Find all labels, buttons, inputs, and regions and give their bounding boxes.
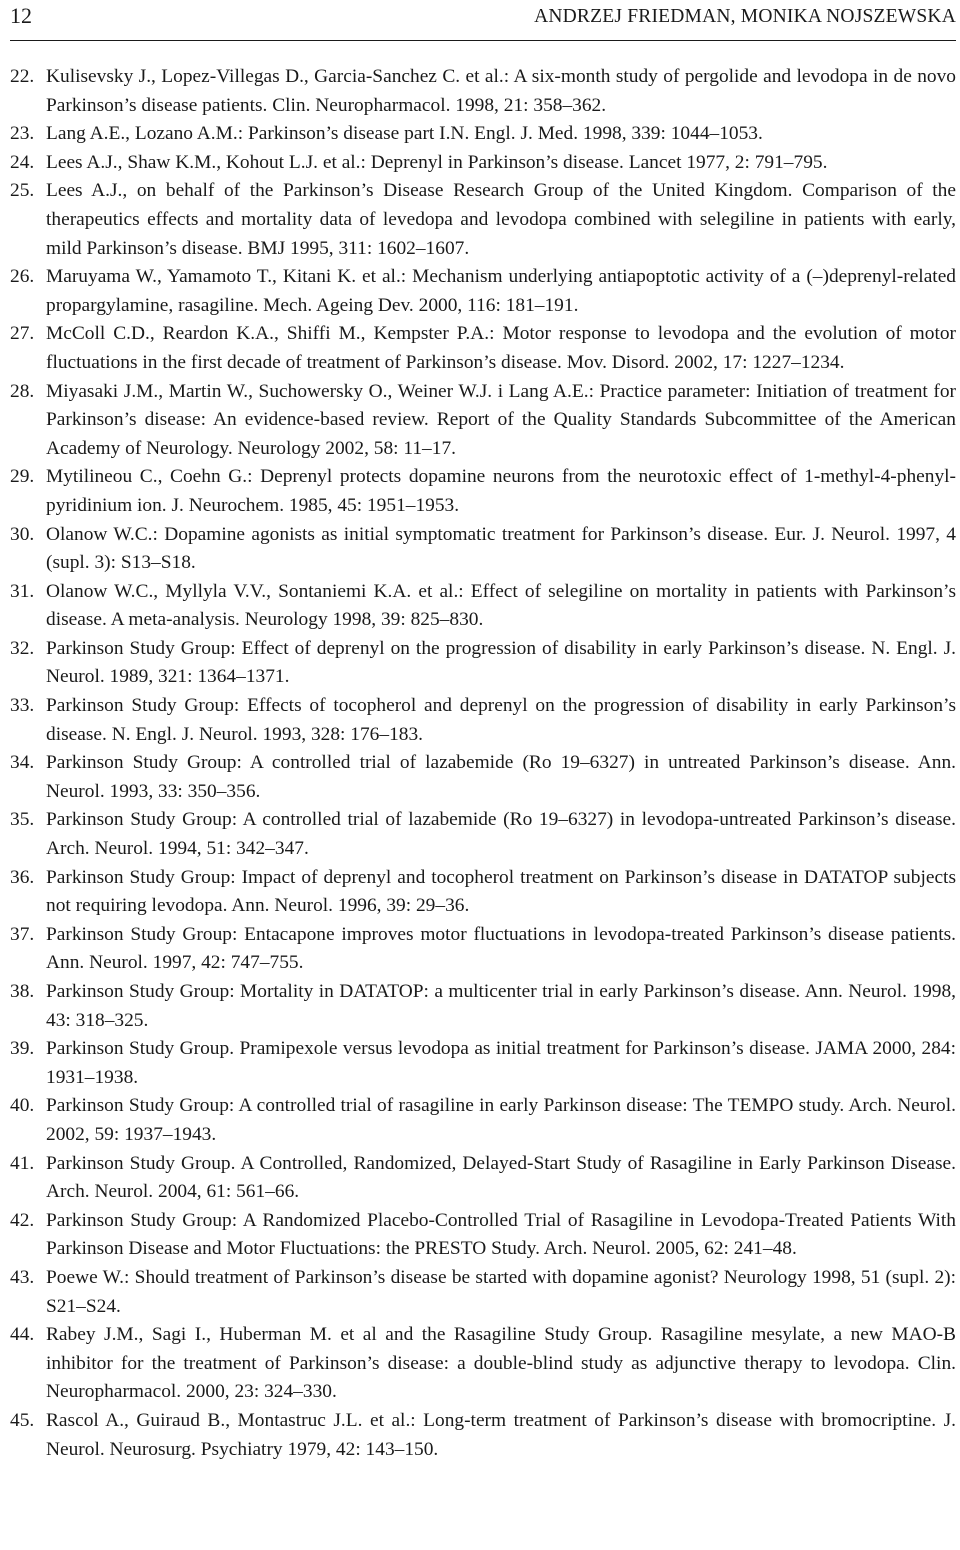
reference-number: 32. bbox=[10, 637, 35, 659]
reference-number: 31. bbox=[10, 580, 35, 602]
reference-item bbox=[10, 749, 956, 806]
reference-number: 34. bbox=[10, 752, 35, 774]
reference-text: Poewe W.: Should treatment of Parkinson’s disease be started with dopamine agonist? Neurology 1998, 51 (supl. 2): S21–S24. bbox=[46, 1266, 956, 1317]
reference-text: Parkinson Study Group: Impact of deprenyl and tocopherol treatment on Parkinson’s disease in DATATOP subjects not requiring levodopa. Ann. Neurol. 1996, 39: 29–36. bbox=[46, 866, 956, 917]
reference-number: 29. bbox=[10, 466, 35, 488]
reference-text: Parkinson Study Group: A controlled trial of lazabemide (Ro 19–6327) in levodopa-untreated Parkinson’s disease. Arch. Neurol. 1994, 51: 342–347. bbox=[46, 809, 956, 860]
reference-number: 45. bbox=[10, 1409, 35, 1431]
reference-text: Olanow W.C.: Dopamine agonists as initial symptomatic treatment for Parkinson’s disease. Eur. J. Neurol. 1997, 4 (supl. 3): S13–S18. bbox=[46, 523, 956, 574]
reference-item bbox=[10, 1264, 956, 1321]
reference-text: Parkinson Study Group: Entacapone improves motor fluctuations in levodopa-treated Parkinson’s disease patients. Ann. Neurol. 1997, 42: 747–755. bbox=[46, 923, 956, 974]
reference-item bbox=[10, 120, 956, 149]
reference-item bbox=[10, 1407, 956, 1464]
reference-text: Parkinson Study Group. A Controlled, Randomized, Delayed-Start Study of Rasagiline in Early Parkinson Disease. Arch. Neurol. 2004, 61: 561–66. bbox=[46, 1152, 956, 1203]
reference-number: 23. bbox=[10, 123, 35, 145]
reference-item bbox=[10, 1035, 956, 1092]
reference-item bbox=[10, 1321, 956, 1407]
reference-text: Rabey J.M., Sagi I., Huberman M. et al and the Rasagiline Study Group. Rasagiline mesylate, a new MAO-B inhibitor for the treatment of Parkinson’s disease: a double-blind study as adjunctive therapy to levodopa. Clin. Neuropharmacol. 2000, 23: 324–330. bbox=[46, 1324, 956, 1403]
reference-number: 41. bbox=[10, 1152, 35, 1174]
running-head-authors: ANDRZEJ FRIEDMAN, MONIKA NOJSZEWSKA bbox=[534, 6, 956, 27]
reference-text: Mytilineou C., Coehn G.: Deprenyl protects dopamine neurons from the neurotoxic effect of 1-methyl-4-phenyl-pyridinium ion. J. Neurochem. 1985, 45: 1951–1953. bbox=[46, 466, 956, 516]
reference-item bbox=[10, 578, 956, 635]
reference-text: Maruyama W., Yamamoto T., Kitani K. et al.: Mechanism underlying antiapoptotic activity of a (–)deprenyl-related propargylamine, rasagiline. Mech. Ageing Dev. 2000, 116: 181–191. bbox=[46, 266, 956, 316]
reference-text: Parkinson Study Group: A controlled trial of rasagiline in early Parkinson disease: The TEMPO study. Arch. Neurol. 2002, 59: 1937–1943. bbox=[46, 1095, 956, 1145]
reference-number: 22. bbox=[10, 66, 35, 87]
page-header bbox=[10, 0, 956, 41]
reference-number: 28. bbox=[10, 380, 35, 402]
reference-text: Kulisevsky J., Lopez-Villegas D., Garcia-Sanchez C. et al.: A six-month study of pergolide and levodopa in de novo Parkinson’s disease patients. Clin. Neuropharmacol. 1998, 21: 358–362. bbox=[46, 66, 956, 116]
reference-text: Lang A.E., Lozano A.M.: Parkinson’s disease part I.N. Engl. J. Med. 1998, 339: 1044–1053. bbox=[46, 123, 763, 145]
reference-text: Parkinson Study Group: Effect of deprenyl on the progression of disability in early Parkinson’s disease. N. Engl. J. Neurol. 1989, 321: 1364–1371. bbox=[46, 637, 956, 688]
reference-number: 25. bbox=[10, 180, 35, 202]
reference-number: 38. bbox=[10, 981, 35, 1002]
reference-text: Lees A.J., on behalf of the Parkinson’s Disease Research Group of the United Kingdom. Comparison of the therapeutics effects and mortality data of levedopa and levodopa combined with selegiline in patients with early, mild Parkinson’s disease. BMJ 1995, 311: 1602–1607. bbox=[46, 180, 956, 259]
reference-text: Parkinson Study Group: Mortality in DATATOP: a multicenter trial in early Parkinson’s disease. Ann. Neurol. 1998, 43: 318–325. bbox=[46, 981, 956, 1031]
reference-text: Olanow W.C., Myllyla V.V., Sontaniemi K.A. et al.: Effect of selegiline on mortality in patients with Parkinson’s disease. A meta-analysis. Neurology 1998, 39: 825–830. bbox=[46, 580, 956, 631]
reference-number: 36. bbox=[10, 866, 35, 888]
reference-item bbox=[10, 149, 956, 178]
reference-item bbox=[10, 1207, 956, 1264]
reference-list bbox=[10, 63, 956, 1464]
reference-item bbox=[10, 320, 956, 377]
reference-text: Parkinson Study Group: A Randomized Placebo-Controlled Trial of Rasagiline in Levodopa-Treated Patients With Parkinson Disease and Motor Fluctuations: the PRESTO Study. Arch. Neurol. 2005, 62: 241–48. bbox=[46, 1209, 956, 1260]
reference-text: Miyasaki J.M., Martin W., Suchowersky O., Weiner W.J. i Lang A.E.: Practice parameter: Initiation of treatment for Parkinson’s disease: An evidence-based review. Report of the Quality Standards Subcommittee of the American Academy of Neurology. Neurology 2002, 58: 11–17. bbox=[46, 380, 956, 459]
reference-text: Lees A.J., Shaw K.M., Kohout L.J. et al.: Deprenyl in Parkinson’s disease. Lancet 1977, 2: 791–795. bbox=[46, 151, 828, 173]
reference-item bbox=[10, 1092, 956, 1149]
page-number: 12 bbox=[10, 3, 32, 28]
reference-number: 27. bbox=[10, 323, 35, 345]
reference-item bbox=[10, 921, 956, 978]
reference-item bbox=[10, 864, 956, 921]
document-page bbox=[10, 0, 956, 1464]
reference-item bbox=[10, 378, 956, 464]
reference-number: 33. bbox=[10, 695, 35, 717]
reference-item bbox=[10, 521, 956, 578]
reference-text: Parkinson Study Group: A controlled trial of lazabemide (Ro 19–6327) in untreated Parkinson’s disease. Ann. Neurol. 1993, 33: 350–356. bbox=[46, 752, 956, 802]
reference-item bbox=[10, 63, 956, 120]
reference-number: 35. bbox=[10, 809, 35, 831]
reference-number: 42. bbox=[10, 1209, 35, 1231]
reference-item bbox=[10, 463, 956, 520]
reference-item bbox=[10, 635, 956, 692]
reference-text: McColl C.D., Reardon K.A., Shiffi M., Kempster P.A.: Motor response to levodopa and the evolution of motor fluctuations in the first decade of treatment of Parkinson’s disease. Mov. Disord. 2002, 17: 1227–1234. bbox=[46, 323, 956, 373]
reference-number: 24. bbox=[10, 151, 35, 173]
reference-number: 39. bbox=[10, 1038, 35, 1060]
reference-item bbox=[10, 1150, 956, 1207]
reference-number: 26. bbox=[10, 266, 35, 288]
reference-text: Parkinson Study Group. Pramipexole versus levodopa as initial treatment for Parkinson’s disease. JAMA 2000, 284: 1931–1938. bbox=[46, 1038, 956, 1088]
reference-number: 44. bbox=[10, 1324, 35, 1346]
reference-item bbox=[10, 978, 956, 1035]
reference-number: 37. bbox=[10, 923, 35, 945]
reference-text: Parkinson Study Group: Effects of tocopherol and deprenyl on the progression of disability in early Parkinson’s disease. N. Engl. J. Neurol. 1993, 328: 176–183. bbox=[46, 695, 956, 745]
reference-item bbox=[10, 177, 956, 263]
reference-number: 30. bbox=[10, 523, 35, 545]
reference-item bbox=[10, 692, 956, 749]
reference-item bbox=[10, 263, 956, 320]
reference-number: 43. bbox=[10, 1266, 35, 1288]
reference-text: Rascol A., Guiraud B., Montastruc J.L. et al.: Long-term treatment of Parkinson’s disease with bromocriptine. J. Neurol. Neurosurg. Psychiatry 1979, 42: 143–150. bbox=[46, 1409, 956, 1460]
reference-item bbox=[10, 806, 956, 863]
reference-number: 40. bbox=[10, 1095, 35, 1117]
